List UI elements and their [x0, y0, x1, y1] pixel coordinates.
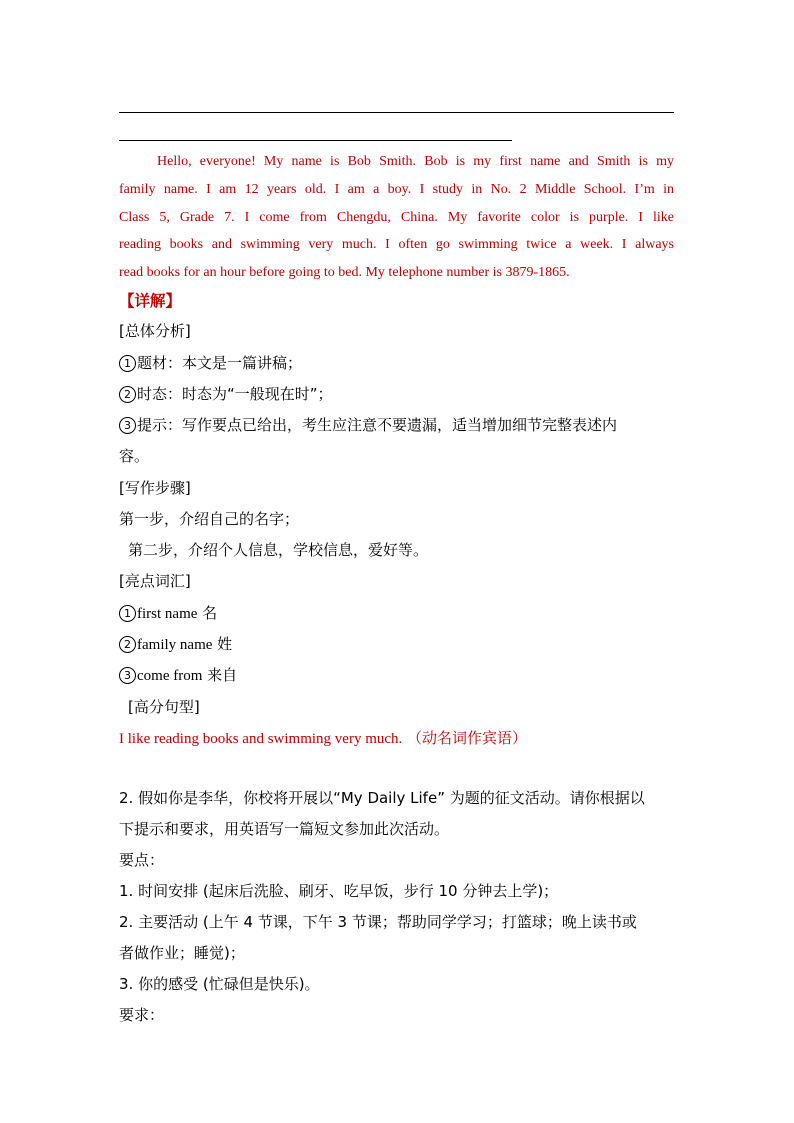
writing-steps-heading: [写作步骤]: [119, 479, 191, 497]
step-two: 第二步，介绍个人信息，学校信息，爱好等。: [128, 541, 429, 559]
vocab-item: 1 first name 名: [119, 602, 217, 623]
analysis-item: 3 提示：写作要点已给出，考生应注意不要遗漏，适当增加细节完整表述内: [119, 414, 617, 435]
essay-line: reading books and swimming very much. I often go swimming twice a week. I always: [119, 237, 674, 253]
circled-number: 3: [119, 417, 136, 434]
essay-line: Class 5, Grade 7. I come from Chengdu, China. My favorite color is purple. I like: [119, 209, 674, 225]
requirements-heading: 要求：: [119, 1006, 165, 1024]
points-heading: 要点：: [119, 851, 165, 869]
question-2-line-2: 下提示和要求，用英语写一篇短文参加此次活动。: [119, 820, 450, 838]
essay-line: read books for an hour before going to bed. My telephone number is 3879-1865.: [119, 265, 570, 281]
point-2-continuation: 者做作业；睡觉)；: [119, 944, 245, 962]
point-2: 2. 主要活动 (上午 4 节课，下午 3 节课；帮助同学学习；打篮球；晚上读书或: [119, 913, 637, 931]
analysis-item: 2 时态：时态为“一般现在时”；: [119, 383, 333, 404]
question-2-line-1: 2. 假如你是李华，你校将开展以“My Daily Life” 为题的征文活动。请你根据以: [119, 789, 645, 807]
vocab-item: 3 come from 来自: [119, 664, 237, 685]
sentence-pattern-heading: [高分句型]: [128, 698, 200, 716]
analysis-item: 1 题材：本文是一篇讲稿；: [119, 352, 302, 373]
analysis-continuation: 容。: [119, 447, 150, 465]
circled-number: 2: [119, 636, 136, 653]
detail-heading: 【详解】: [119, 292, 182, 310]
circled-number: 1: [119, 355, 136, 372]
overall-analysis-heading: [总体分析]: [119, 322, 191, 340]
vocab-item: 2 family name 姓: [119, 633, 232, 654]
model-essay: [119, 148, 674, 287]
vocabulary-heading: [亮点词汇]: [119, 572, 191, 590]
sentence-pattern: I like reading books and swimming very much. （动名词作宾语）: [119, 729, 528, 747]
circled-number: 2: [119, 386, 136, 403]
essay-line: family name. I am 12 years old. I am a boy. I study in No. 2 Middle School. I’m in: [119, 181, 674, 197]
step-one: 第一步，介绍自己的名字；: [119, 510, 300, 528]
circled-number: 3: [119, 667, 136, 684]
essay-line: Hello, everyone! My name is Bob Smith. Bob is my first name and Smith is my: [157, 154, 674, 169]
circled-number: 1: [119, 605, 136, 622]
answer-line-2: [119, 140, 512, 141]
point-1: 1. 时间安排 (起床后洗脸、刷牙、吃早饭，步行 10 分钟去上学)；: [119, 882, 559, 900]
answer-line-1: [119, 112, 674, 113]
point-3: 3. 你的感受 (忙碌但是快乐)。: [119, 975, 320, 993]
